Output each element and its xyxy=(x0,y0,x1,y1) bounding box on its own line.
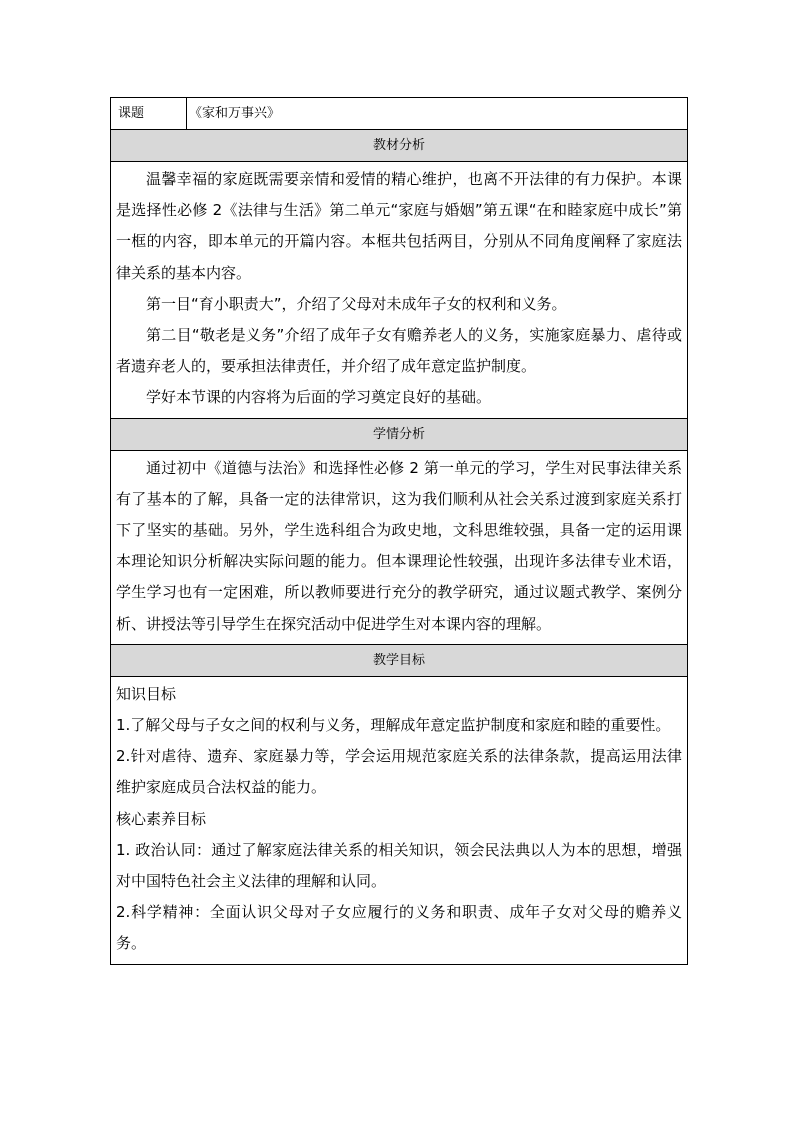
knowledge-goals-heading: 知识目标 xyxy=(116,684,177,703)
knowledge-goal-item: 2.针对虐待、遗弃、家庭暴力等，学会运用规范家庭关系的法律条款，提高运用法律维护家庭成员合法权益的能力。 xyxy=(116,747,682,797)
core-goal-item: 2.科学精神：全面认识父母对子女应履行的义务和职责、成年子女对父母的赡养义务。 xyxy=(116,903,682,953)
teaching-goals-body xyxy=(111,676,688,964)
section-heading-textbook-analysis: 教材分析 xyxy=(111,130,688,162)
topic-title: 《家和万事兴》 xyxy=(187,98,688,130)
lesson-plan-table xyxy=(110,97,688,965)
learner-analysis-body xyxy=(111,450,688,644)
learner-analysis-paragraph: 通过初中《道德与法治》和选择性必修 2 第一单元的学习，学生对民事法律关系有了基本的了解，具备一定的法律常识，这为我们顺利从社会关系过渡到家庭关系打下了坚实的基础。另外，学生选科组合为政史地，文科思维较强，具备一定的运用课本理论知识分析解决实际问题的能力。但本课理论性较强，出现许多法律专业术语，学生学习也有一定困难，所以教师要进行充分的教学研究，通过议题式教学、案例分析、讲授法等引导学生在探究活动中促进学生对本课内容的理解。 xyxy=(116,458,682,633)
section-heading-teaching-goals: 教学目标 xyxy=(111,644,688,676)
textbook-analysis-paragraph: 温馨幸福的家庭既需要亲情和爱情的精心维护，也离不开法律的有力保护。本课是选择性必修 2《法律与生活》第二单元“家庭与婚姻”第五课“在和睦家庭中成长”第一框的内容，即本单元的开篇内容。本框共包括两目，分别从不同角度阐释了家庭法律关系的基本内容。 xyxy=(116,170,682,282)
textbook-analysis-paragraph: 第一目“育小职责大”，介绍了父母对未成年子女的权利和义务。 xyxy=(146,294,567,313)
topic-row xyxy=(111,98,688,130)
core-goals-heading: 核心素养目标 xyxy=(116,809,207,828)
knowledge-goal-item: 1.了解父母与子女之间的权利与义务，理解成年意定监护制度和家庭和睦的重要性。 xyxy=(116,716,671,735)
core-goal-item: 1. 政治认同：通过了解家庭法律关系的相关知识，领会民法典以人为本的思想，增强对中国特色社会主义法律的理解和认同。 xyxy=(116,840,682,891)
textbook-analysis-paragraph: 学好本节课的内容将为后面的学习奠定良好的基础。 xyxy=(146,388,492,407)
topic-label: 课题 xyxy=(111,98,187,130)
section-heading-learner-analysis: 学情分析 xyxy=(111,418,688,450)
textbook-analysis-body xyxy=(111,162,688,419)
textbook-analysis-paragraph: 第二目“敬老是义务”介绍了成年子女有赡养老人的义务，实施家庭暴力、虐待或者遗弃老人的，要承担法律责任，并介绍了成年意定监护制度。 xyxy=(116,326,682,376)
